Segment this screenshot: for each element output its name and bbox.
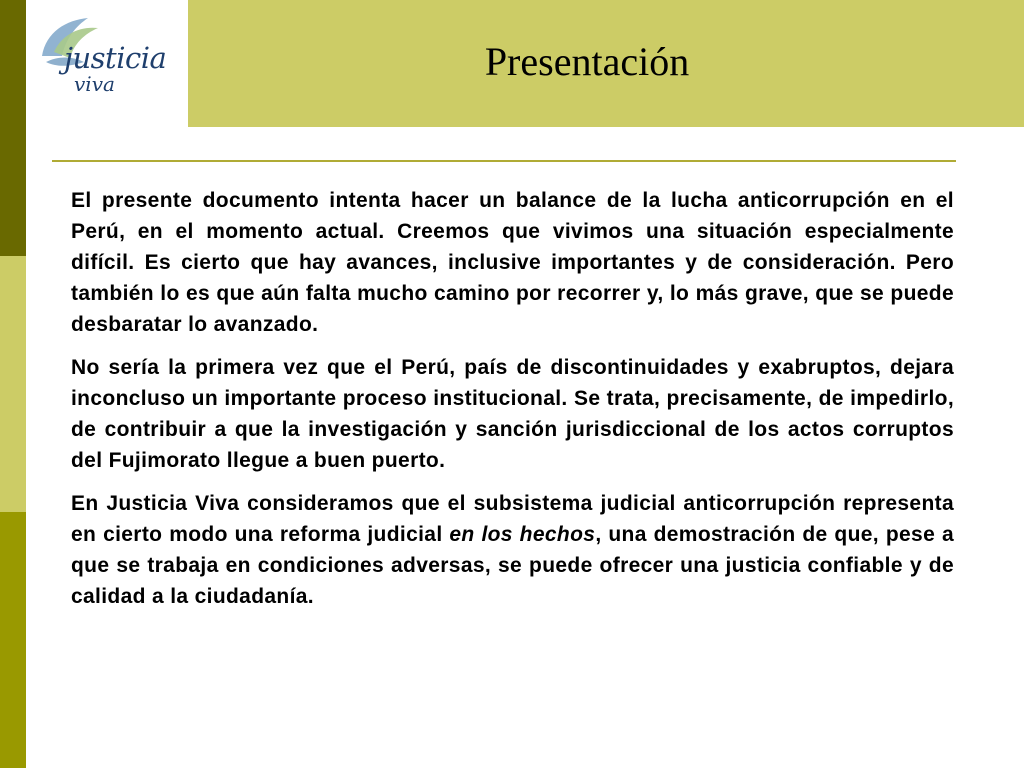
body-paragraph-3-emphasis: en los hechos [449, 523, 596, 546]
body-paragraph-3 [71, 488, 954, 612]
body-paragraph-2: No sería la primera vez que el Perú, país de discontinuidades y exabruptos, dejara inconcluso un importante proceso institucional. Se trata, precisamente, de impedirlo, de contribuir a que la investigación y sanción jurisdiccional de los actos corruptos del Fujimorato llegue a buen puerto. [71, 356, 954, 472]
logo-text-viva: viva [74, 72, 115, 96]
side-bar-middle [0, 256, 26, 512]
side-bar-bottom [0, 512, 26, 768]
title-divider [52, 160, 956, 162]
slide-title-text: Presentación [484, 39, 690, 84]
slide-title [188, 39, 1024, 84]
logo-text-justicia: justicia [64, 41, 167, 75]
body-paragraph-3-start: En Justicia Viva consideramos que el subsistema judicial anticorrupción representa en cierto modo una reforma judicial [71, 492, 954, 546]
slide-body [71, 185, 954, 624]
body-paragraph-3-end: , una demostración de que, pese a que se trabaja en condiciones adversas, se puede ofrecer una justicia confiable y de calidad a la ciudadanía. [71, 523, 954, 608]
side-bar-top [0, 0, 26, 256]
logo [26, 0, 188, 127]
body-paragraph-1: El presente documento intenta hacer un balance de la lucha anticorrupción en el Perú, en el momento actual. Creemos que vivimos una situación especialmente difícil. Es cierto que hay avances, inclusive importantes y de consideración. Pero también lo es que aún falta mucho camino por recorrer y, lo más grave, que se puede desbaratar lo avanzado. [71, 189, 954, 336]
